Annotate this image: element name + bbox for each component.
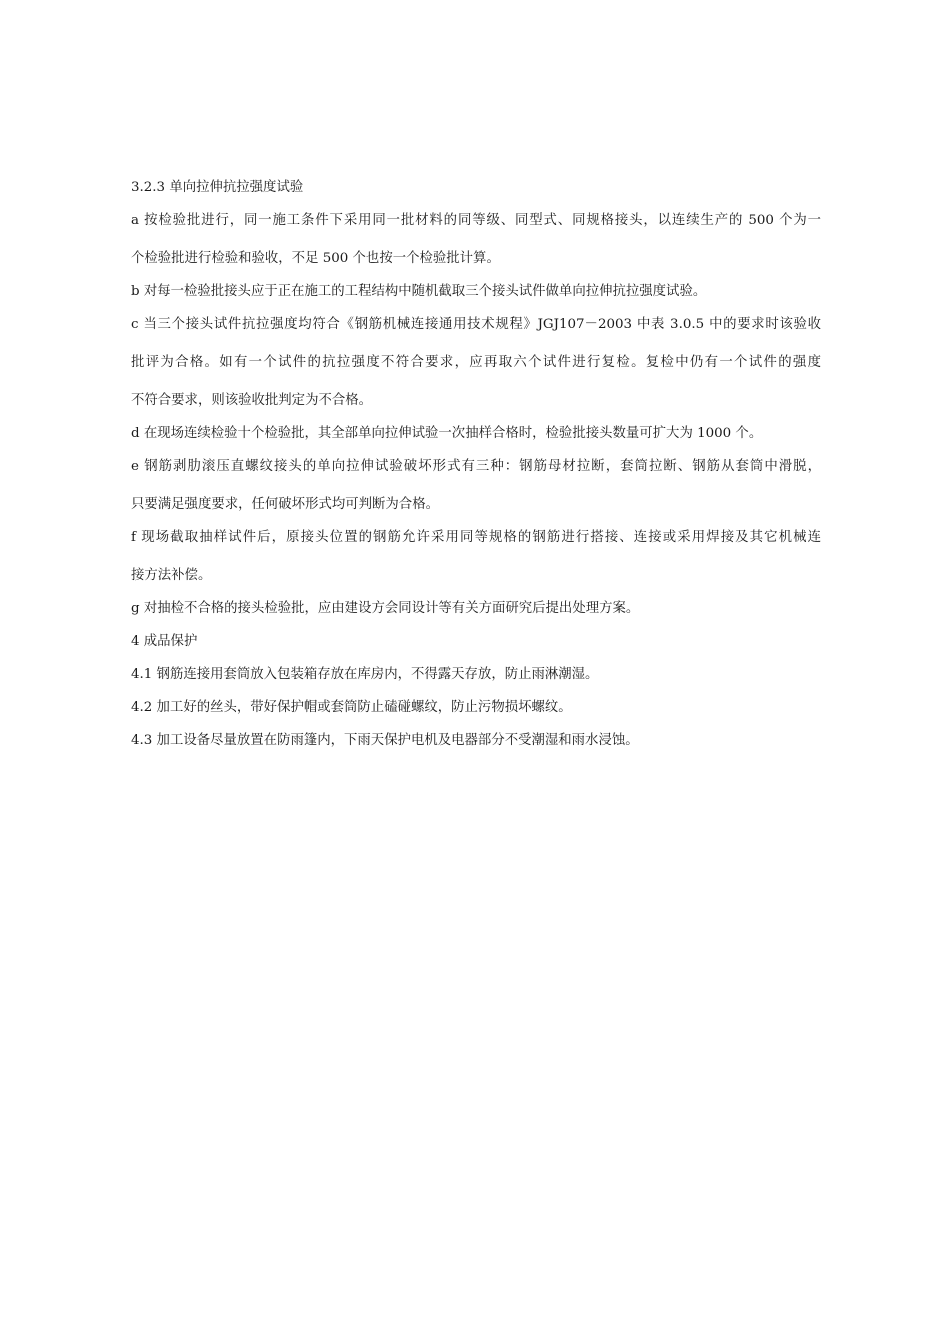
section-heading-3-2-3: 3.2.3 单向拉伸抗拉强度试验 bbox=[131, 180, 304, 195]
section-heading-4: 4 成品保护 bbox=[131, 634, 198, 649]
paragraph-a-line-1: a 按检验批进行，同一施工条件下采用同一批材料的同等级、同型式、同规格接头，以连续生产的 500 个为一 bbox=[131, 213, 821, 228]
item-4-1: 4.1 钢筋连接用套筒放入包装箱存放在库房内，不得露天存放，防止雨淋潮湿。 bbox=[131, 667, 599, 682]
paragraph-d: d 在现场连续检验十个检验批，其全部单向拉伸试验一次抽样合格时，检验批接头数量可扩大为 1000 个。 bbox=[131, 426, 763, 441]
paragraph-e-line-2: 只要满足强度要求，任何破坏形式均可判断为合格。 bbox=[131, 497, 439, 512]
paragraph-e-line-1: e 钢筋剥肋滚压直螺纹接头的单向拉伸试验破坏形式有三种：钢筋母材拉断，套筒拉断、钢筋从套筒中滑脱， bbox=[131, 459, 821, 474]
item-4-3: 4.3 加工设备尽量放置在防雨篷内，下雨天保护电机及电器部分不受潮湿和雨水浸蚀。 bbox=[131, 733, 639, 748]
paragraph-b: b 对每一检验批接头应于正在施工的工程结构中随机截取三个接头试件做单向拉伸抗拉强度试验。 bbox=[131, 284, 707, 299]
paragraph-c-line-3: 不符合要求，则该验收批判定为不合格。 bbox=[131, 393, 373, 408]
paragraph-f-line-1: f 现场截取抽样试件后，原接头位置的钢筋允许采用同等规格的钢筋进行搭接、连接或采用焊接及其它机械连 bbox=[131, 530, 821, 545]
paragraph-f-line-2: 接方法补偿。 bbox=[131, 568, 212, 583]
item-4-2: 4.2 加工好的丝头，带好保护帽或套筒防止磕碰螺纹，防止污物损坏螺纹。 bbox=[131, 700, 572, 715]
paragraph-c-line-2: 批评为合格。如有一个试件的抗拉强度不符合要求，应再取六个试件进行复检。复检中仍有一个试件的强度 bbox=[131, 355, 821, 370]
paragraph-a-line-2: 个检验批进行检验和验收，不足 500 个也按一个检验批计算。 bbox=[131, 251, 500, 266]
document-body bbox=[131, 178, 821, 751]
paragraph-c-line-1: c 当三个接头试件抗拉强度均符合《钢筋机械连接通用技术规程》JGJ107－2003 中表 3.0.5 中的要求时该验收 bbox=[131, 317, 821, 332]
paragraph-g: g 对抽检不合格的接头检验批，应由建设方会同设计等有关方面研究后提出处理方案。 bbox=[131, 601, 640, 616]
